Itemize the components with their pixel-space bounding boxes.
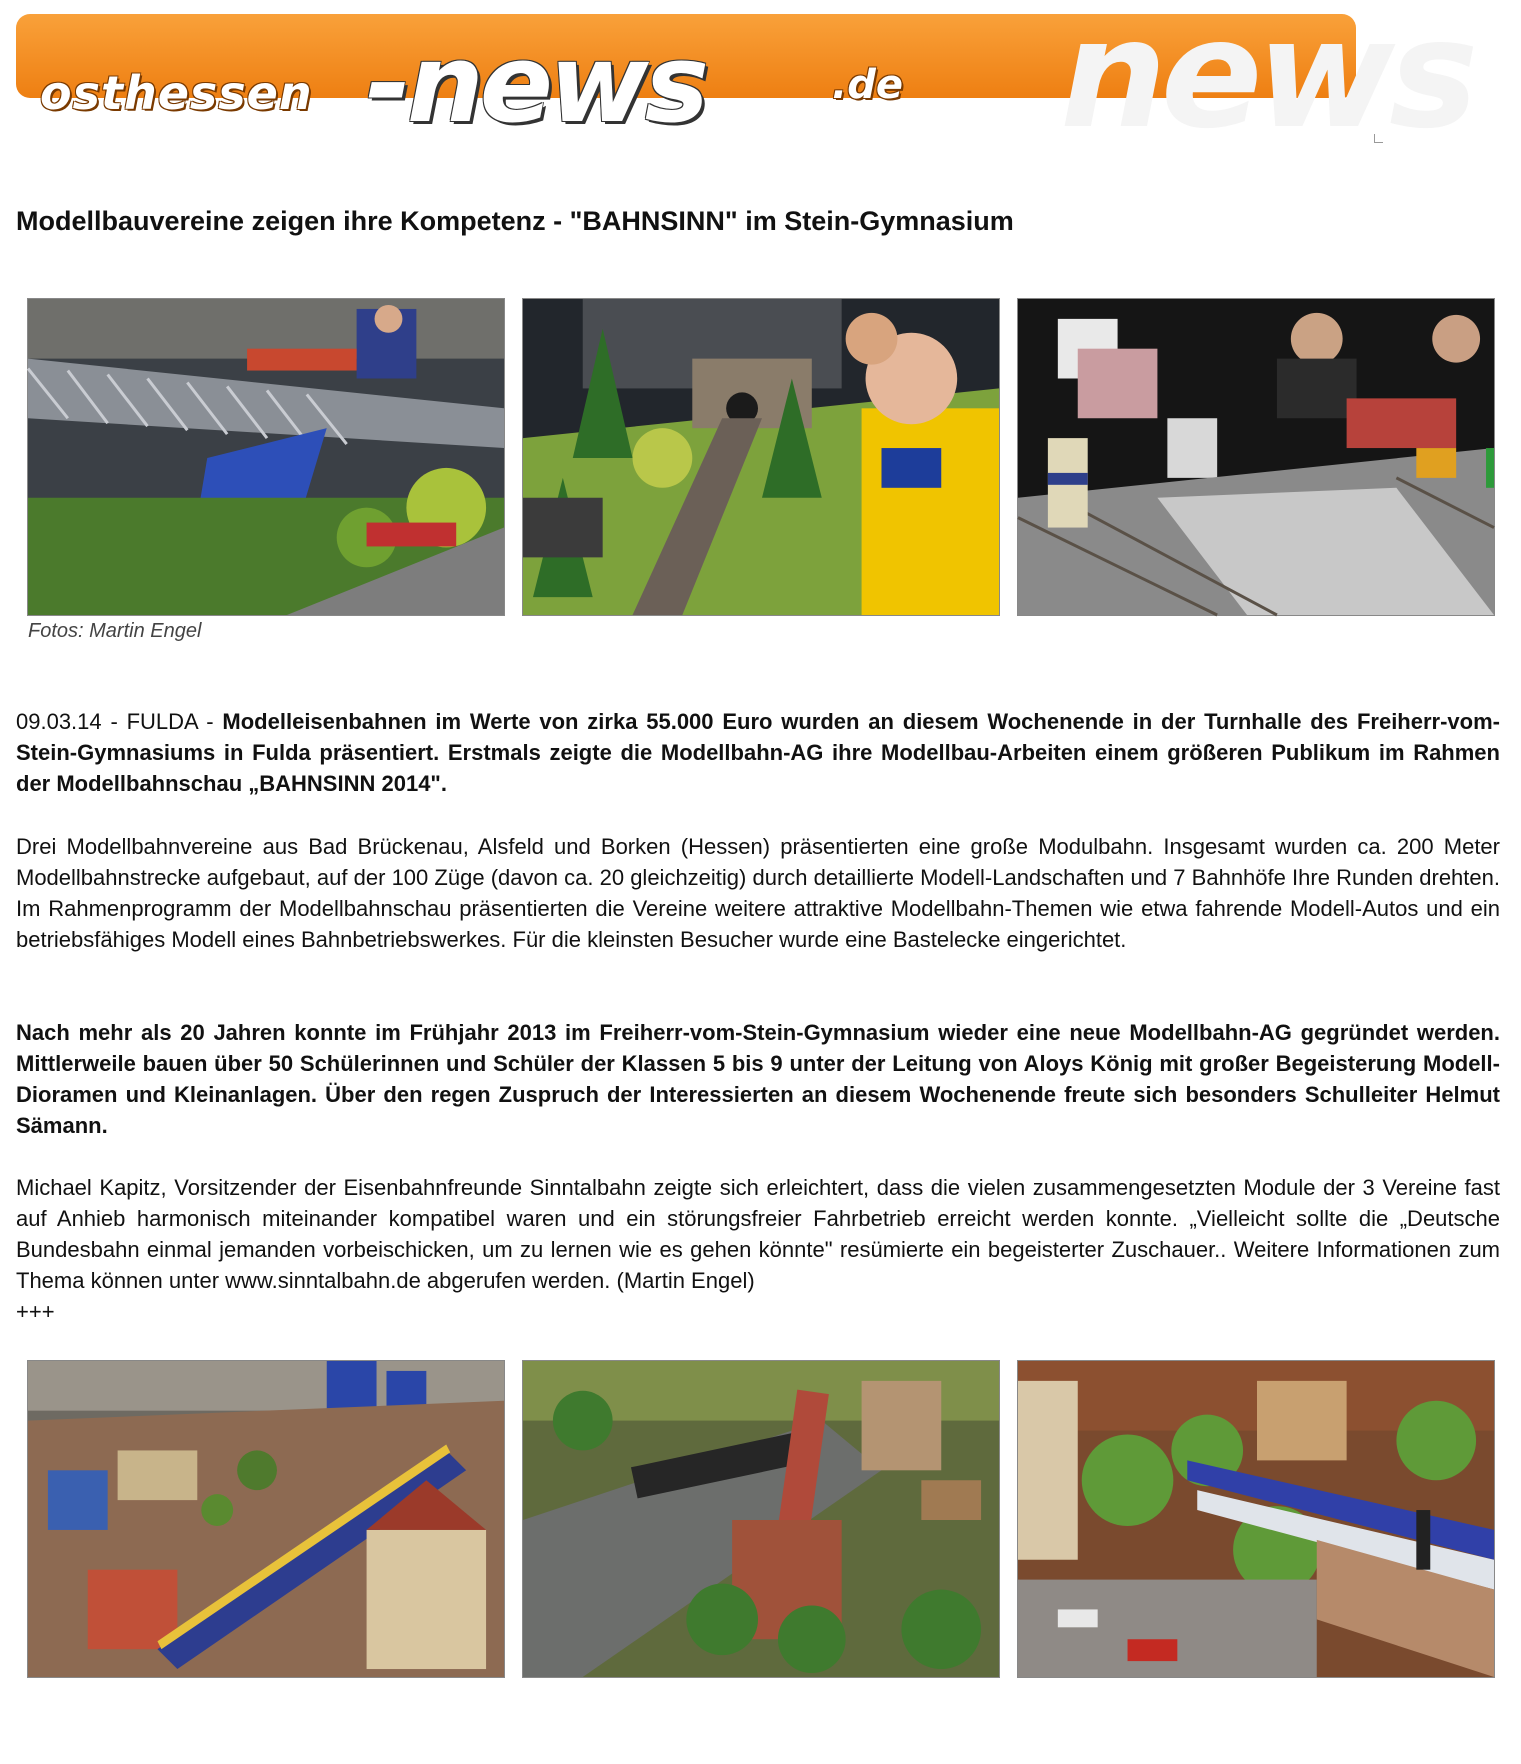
corner-mark-icon [1374, 134, 1383, 143]
photo-tunnel-children [522, 298, 1000, 616]
photo-row-top [27, 298, 1497, 616]
article-title: Modellbauvereine zeigen ihre Kompetenz - "BAHNSINN" im Stein-Gymnasium [16, 206, 1014, 236]
photo-credit: Fotos: Martin Engel [28, 620, 202, 642]
photo-steam-train [522, 1360, 1000, 1678]
banner-ghost-word: news [1060, 0, 1473, 162]
photo-passenger-train [1017, 1360, 1495, 1678]
lead-text: Modelleisenbahnen im Werte von zirka 55.000 Euro wurden an diesem Wochenende in der Turnhalle des Freiherr-vom-Stein-Gymnasiums in Fulda präsentiert. Erstmals zeigte die Modellbahn-AG ihre Modellbau-Arbeiten einem größeren Publikum im Rahmen der Modellbahnschau „BAHNSINN 2014". [16, 709, 1500, 796]
logo-part-de: .de [832, 62, 903, 108]
site-logo[interactable] [40, 22, 940, 147]
body-paragraph-2: Drei Modellbahnvereine aus Bad Brückenau, Alsfeld und Borken (Hessen) präsentierten eine große Modulbahn. Insgesamt wurden ca. 200 Meter Modellbahnstrecke aufgebaut, auf der 100 Züge (davon ca. 20 gleichzeitig) durch detaillierte Modell-Landschaften und 7 Bahnhöfe Ihre Runden drehten. Im Rahmenprogramm der Modellbahnschau präsentierten die Vereine weitere attraktive Modellbahn-Themen wie etwa fahrende Modell-Autos und ein betriebsfähiges Modell eines Bahnbetriebswerkes. Für die kleinsten Besucher wurde eine Bastelecke eingerichtet. [16, 834, 1500, 952]
photo-station-tracks [1017, 298, 1495, 616]
logo-part-news: -news [366, 22, 706, 147]
body-paragraph-4: Michael Kapitz, Vorsitzender der Eisenbahnfreunde Sinntalbahn zeigte sich erleichtert, dass die vielen zusammengesetzten Module der 3 Vereine fast auf Anhieb harmonisch miteinander kompatibel waren und ein störungsfreier Fahrbetrieb erreicht werden konnte. „Vielleicht sollte die „Deutsche Bundesbahn einmal jemanden vorbeischicken, um zu lernen wie es gehen könnte" resümierte ein begeisterter Zuschauer.. Weitere Informationen zum Thema können unter www.sinntalbahn.de abgerufen werden. (Martin Engel) [16, 1175, 1500, 1293]
lead-paragraph [16, 706, 1500, 799]
body-paragraph-3: Nach mehr als 20 Jahren konnte im Frühjahr 2013 im Freiherr-vom-Stein-Gymnasium wieder eine neue Modellbahn-AG gegründet werden. Mittlerweile bauen über 50 Schülerinnen und Schüler der Klassen 5 bis 9 unter der Leitung von Aloys König mit großer Begeisterung Modell-Dioramen und Kleinanlagen. Über den regen Zuspruch der Interessierten an diesem Wochenende freute sich besonders Schulleiter Helmut Sämann. [16, 1020, 1500, 1138]
photo-town-layout [27, 1360, 505, 1678]
dateline: 09.03.14 - FULDA - [16, 709, 223, 734]
end-mark: +++ [16, 1299, 55, 1324]
photo-row-bottom [27, 1360, 1497, 1678]
logo-part-osthessen: osthessen [40, 66, 313, 120]
photo-bridge-layout [27, 298, 505, 616]
